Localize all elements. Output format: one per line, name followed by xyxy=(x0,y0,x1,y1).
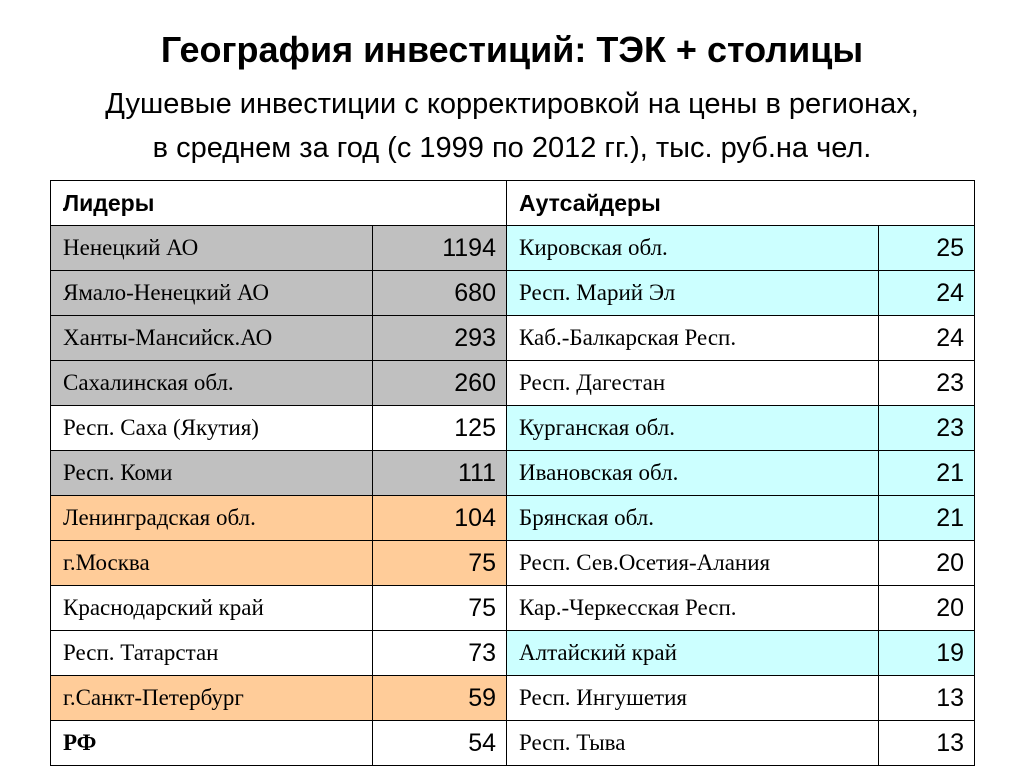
outsider-value-cell: 23 xyxy=(879,361,975,406)
outsider-value-cell: 23 xyxy=(879,406,975,451)
leaders-header: Лидеры xyxy=(51,181,507,226)
outsider-value-cell: 13 xyxy=(879,676,975,721)
leader-value-cell: 680 xyxy=(373,271,507,316)
leader-name-cell: г.Москва xyxy=(51,541,373,586)
outsider-name-cell: Респ. Дагестан xyxy=(507,361,879,406)
outsider-value-cell: 13 xyxy=(879,721,975,766)
outsider-value-cell: 20 xyxy=(879,541,975,586)
leader-name-cell: Ленинградская обл. xyxy=(51,496,373,541)
table-row xyxy=(51,316,975,361)
table-row xyxy=(51,496,975,541)
leader-name-cell: Ямало-Ненецкий АО xyxy=(51,271,373,316)
table-body xyxy=(51,226,975,766)
leader-value-cell: 59 xyxy=(373,676,507,721)
leader-name-cell: Сахалинская обл. xyxy=(51,361,373,406)
outsider-name-cell: Ивановская обл. xyxy=(507,451,879,496)
leader-name-cell: Краснодарский край xyxy=(51,586,373,631)
subtitle-line-2: в среднем за год (с 1999 по 2012 гг.), тыс. руб.на чел. xyxy=(152,132,872,164)
table-row xyxy=(51,226,975,271)
table-row xyxy=(51,451,975,496)
table-row xyxy=(51,541,975,586)
table-row xyxy=(51,721,975,766)
outsider-value-cell: 24 xyxy=(879,271,975,316)
outsider-value-cell: 21 xyxy=(879,451,975,496)
leader-name-cell: РФ xyxy=(51,721,373,766)
subtitle-line-1: Душевые инвестиции с корректировкой на цены в регионах, xyxy=(105,88,919,120)
leader-value-cell: 75 xyxy=(373,586,507,631)
table-row xyxy=(51,361,975,406)
leader-value-cell: 73 xyxy=(373,631,507,676)
leader-name-cell: Ханты-Мансийск.АО xyxy=(51,316,373,361)
leader-value-cell: 260 xyxy=(373,361,507,406)
outsider-name-cell: Брянская обл. xyxy=(507,496,879,541)
outsider-value-cell: 25 xyxy=(879,226,975,271)
leader-value-cell: 104 xyxy=(373,496,507,541)
outsider-name-cell: Алтайский край xyxy=(507,631,879,676)
leader-value-cell: 111 xyxy=(373,451,507,496)
outsider-name-cell: Кар.-Черкесская Респ. xyxy=(507,586,879,631)
outsider-value-cell: 24 xyxy=(879,316,975,361)
outsider-name-cell: Респ. Ингушетия xyxy=(507,676,879,721)
outsider-name-cell: Кировская обл. xyxy=(507,226,879,271)
leader-value-cell: 1194 xyxy=(373,226,507,271)
outsiders-header: Аутсайдеры xyxy=(507,181,975,226)
table-row xyxy=(51,586,975,631)
table-row xyxy=(51,406,975,451)
leader-value-cell: 125 xyxy=(373,406,507,451)
outsider-name-cell: Респ. Марий Эл xyxy=(507,271,879,316)
outsider-name-cell: Респ. Тыва xyxy=(507,721,879,766)
outsider-name-cell: Респ. Сев.Осетия-Алания xyxy=(507,541,879,586)
outsider-name-cell: Курганская обл. xyxy=(507,406,879,451)
outsider-name-cell: Каб.-Балкарская Респ. xyxy=(507,316,879,361)
table-header-row xyxy=(51,181,975,226)
leader-name-cell: Респ. Татарстан xyxy=(51,631,373,676)
outsider-value-cell: 21 xyxy=(879,496,975,541)
investment-table xyxy=(50,180,975,766)
leader-name-cell: Респ. Саха (Якутия) xyxy=(51,406,373,451)
outsider-value-cell: 19 xyxy=(879,631,975,676)
leader-name-cell: Ненецкий АО xyxy=(51,226,373,271)
leader-value-cell: 54 xyxy=(373,721,507,766)
leader-name-cell: г.Санкт-Петербург xyxy=(51,676,373,721)
leader-value-cell: 293 xyxy=(373,316,507,361)
page-title: География инвестиций: ТЭК + столицы xyxy=(160,29,864,70)
leader-value-cell: 75 xyxy=(373,541,507,586)
leader-name-cell: Респ. Коми xyxy=(51,451,373,496)
outsider-value-cell: 20 xyxy=(879,586,975,631)
table-row xyxy=(51,631,975,676)
table-row xyxy=(51,676,975,721)
table-row xyxy=(51,271,975,316)
